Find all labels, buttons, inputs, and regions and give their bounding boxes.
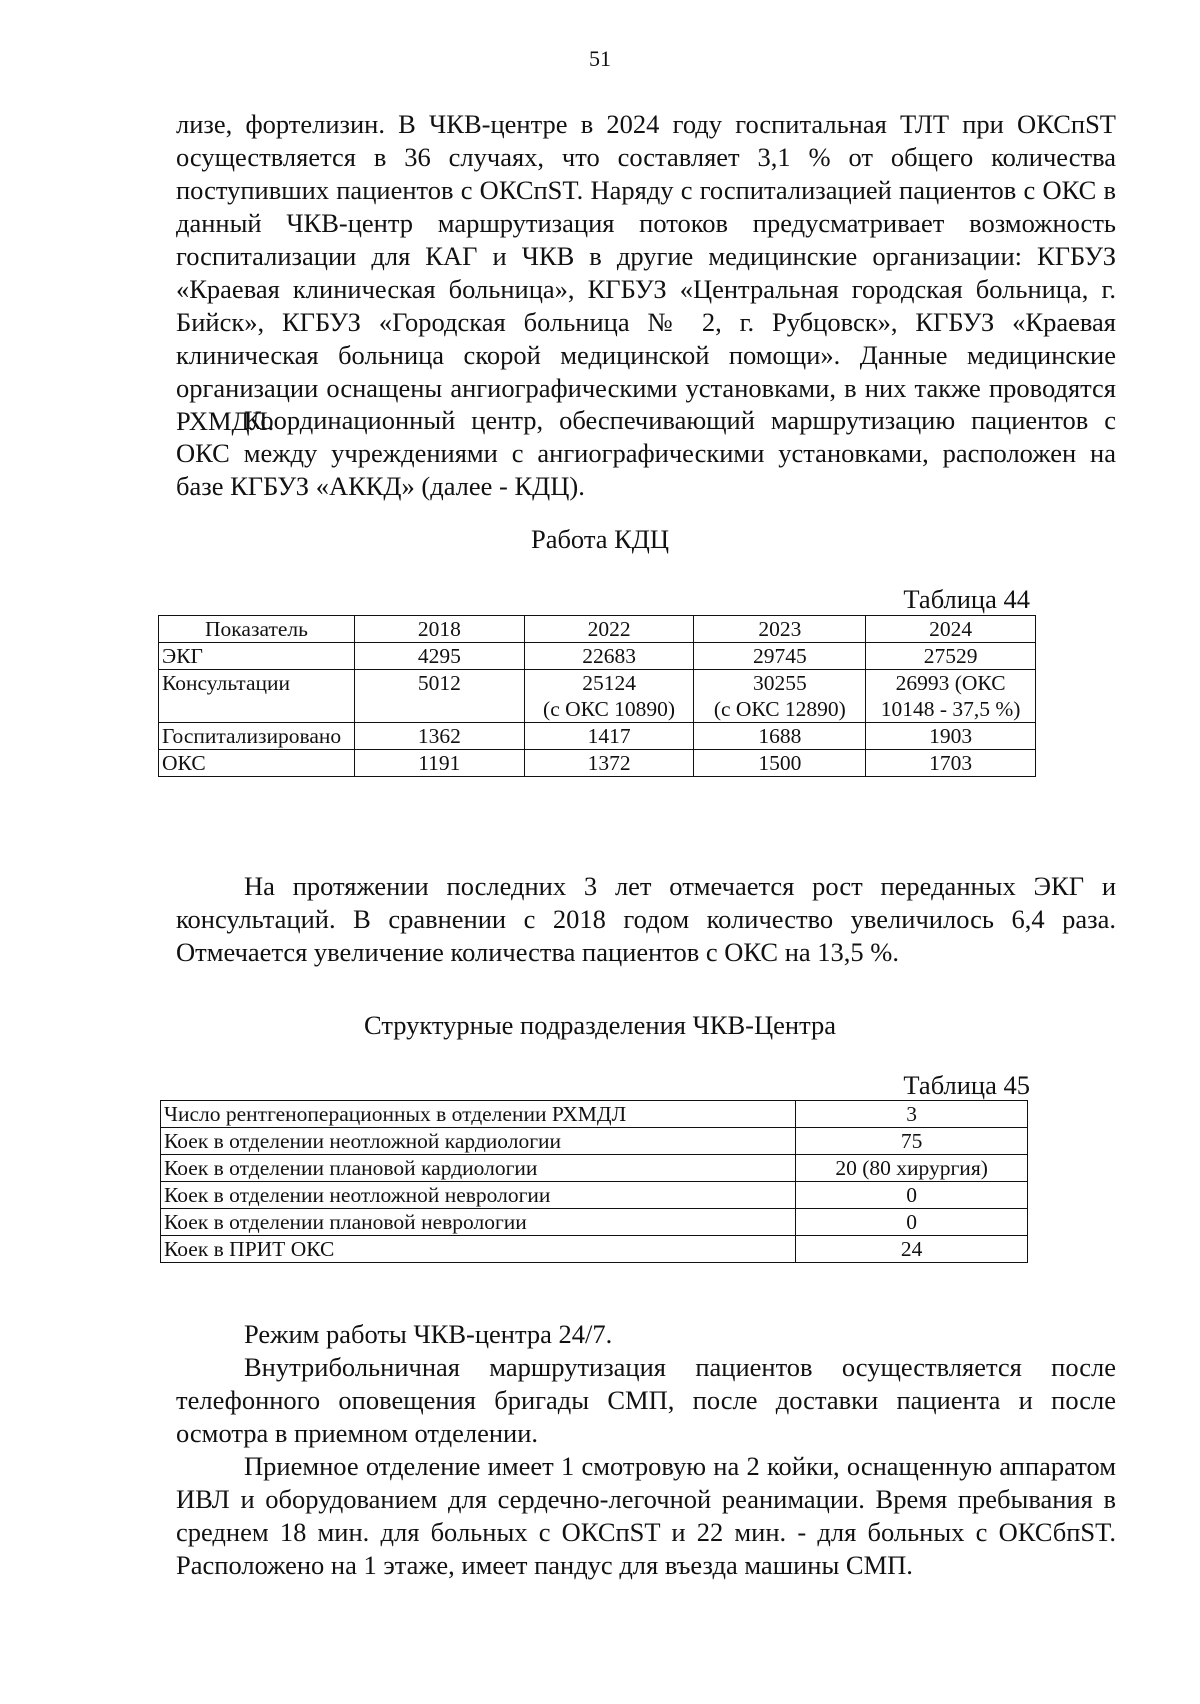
row-label: Коек в ПРИТ ОКС [161, 1236, 796, 1263]
table-cell: 27529 [866, 643, 1036, 670]
row-label: Коек в отделении плановой неврологии [161, 1209, 796, 1236]
table-cell: 5012 [354, 670, 524, 723]
table-row [161, 1128, 1028, 1155]
paragraph-admission: Приемное отделение имеет 1 смотровую на 2 койки, оснащенную аппаратом ИВЛ и оборудованием для сердечно-легочной реанимации. Время пребывания в среднем 18 мин. для больных с ОКСпST и 22 мин. - для больных с ОКСбпST. Расположено на 1 этаже, имеет пандус для въезда машины СМП. [176, 1451, 1116, 1580]
row-label: Коек в отделении неотложной кардиологии [161, 1128, 796, 1155]
table-row [161, 1236, 1028, 1263]
table45-caption: Структурные подразделения ЧКВ-Центра [364, 1010, 836, 1040]
cell-line: 30255 [752, 671, 807, 695]
row-label: ОКС [159, 750, 355, 777]
row-label: Коек в отделении неотложной неврологии [161, 1182, 796, 1209]
table-cell: 1362 [354, 723, 524, 750]
table-row [161, 1209, 1028, 1236]
table-cell: 0 [796, 1182, 1028, 1209]
table-cell [694, 670, 866, 723]
table-cell: 1417 [524, 723, 694, 750]
table45-label: Таблица 45 [903, 1070, 1030, 1100]
table-cell: 0 [796, 1209, 1028, 1236]
row-label: Число рентгеноперационных в отделении РХМДЛ [161, 1101, 796, 1128]
table44-label: Таблица 44 [903, 584, 1030, 614]
table-cell: 1191 [354, 750, 524, 777]
table-row [159, 750, 1036, 777]
table-cell [524, 670, 694, 723]
row-label: ЭКГ [159, 643, 355, 670]
paragraph-growth: На протяжении последних 3 лет отмечается рост переданных ЭКГ и консультаций. В сравнении с 2018 годом количество увеличилось 6,4 раза. Отмечается увеличение количества пациентов с ОКС на 13,5 %. [176, 871, 1116, 967]
table-cell: 1703 [866, 750, 1036, 777]
table-cell: 20 (80 хирургия) [796, 1155, 1028, 1182]
table-cell: 29745 [694, 643, 866, 670]
table-row [159, 723, 1036, 750]
cell-line: 10148 - 37,5 %) [880, 697, 1021, 721]
table-row [161, 1101, 1028, 1128]
cell-line: 25124 [582, 671, 636, 695]
paragraph-coordination-center: Координационный центр, обеспечивающий маршрутизацию пациентов с ОКС между учреждениями с ангиографическими установками, расположен на базе КГБУЗ «АККД» (далее - КДЦ). [176, 405, 1116, 501]
paragraph-continuation: лизе, фортелизин. В ЧКВ-центре в 2024 году госпитальная ТЛТ при ОКСпST осуществляется в 36 случаях, что составляет 3,1 % от общего количества поступивших пациентов с ОКСпST. Наряду с госпитализацией пациентов с ОКС в данный ЧКВ-центр маршрутизация потоков предусматривает возможность госпитализации для КАГ и ЧКВ в другие медицинские организации: КГБУЗ «Краевая клиническая больница», КГБУЗ «Центральная городская больница, г. Бийск», КГБУЗ «Городская больница № 2, г. Рубцовск», КГБУЗ «Краевая клиническая больница скорой медицинской помощи». Данные медицинские организации оснащены ангиографическими установками, в них также проводятся РХМДЛ. [176, 109, 1116, 436]
table-cell: 75 [796, 1128, 1028, 1155]
table-row [159, 643, 1036, 670]
cell-line: (с ОКС 10890) [543, 697, 676, 721]
table-row [159, 670, 1036, 723]
table-cell: 24 [796, 1236, 1028, 1263]
header-cell: 2022 [524, 616, 694, 643]
table-cell: 1903 [866, 723, 1036, 750]
table-row [161, 1182, 1028, 1209]
table-row [161, 1155, 1028, 1182]
paragraph-routing: Внутрибольничная маршрутизация пациентов осуществляется после телефонного оповещения бригады СМП, после доставки пациента и после осмотра в приемном отделении. [176, 1352, 1116, 1448]
page-number: 51 [589, 46, 611, 71]
table-cell: 1688 [694, 723, 866, 750]
table-cell: 22683 [524, 643, 694, 670]
table44 [158, 615, 1036, 777]
row-label: Консультации [159, 670, 355, 723]
row-label: Коек в отделении плановой кардиологии [161, 1155, 796, 1182]
cell-line: (с ОКС 12890) [713, 697, 846, 721]
header-cell: 2018 [354, 616, 524, 643]
row-label: Госпитализировано [159, 723, 355, 750]
table-cell: 1500 [694, 750, 866, 777]
header-cell: Показатель [159, 616, 355, 643]
table-cell [866, 670, 1036, 723]
cell-line: 26993 (ОКС [895, 671, 1006, 695]
table44-caption: Работа КДЦ [530, 524, 670, 554]
table-header-row [159, 616, 1036, 643]
table-cell: 4295 [354, 643, 524, 670]
header-cell: 2024 [866, 616, 1036, 643]
table45 [160, 1100, 1028, 1263]
header-cell: 2023 [694, 616, 866, 643]
paragraph-work-mode: Режим работы ЧКВ-центра 24/7. [244, 1319, 613, 1349]
table-cell: 1372 [524, 750, 694, 777]
table-cell: 3 [796, 1101, 1028, 1128]
